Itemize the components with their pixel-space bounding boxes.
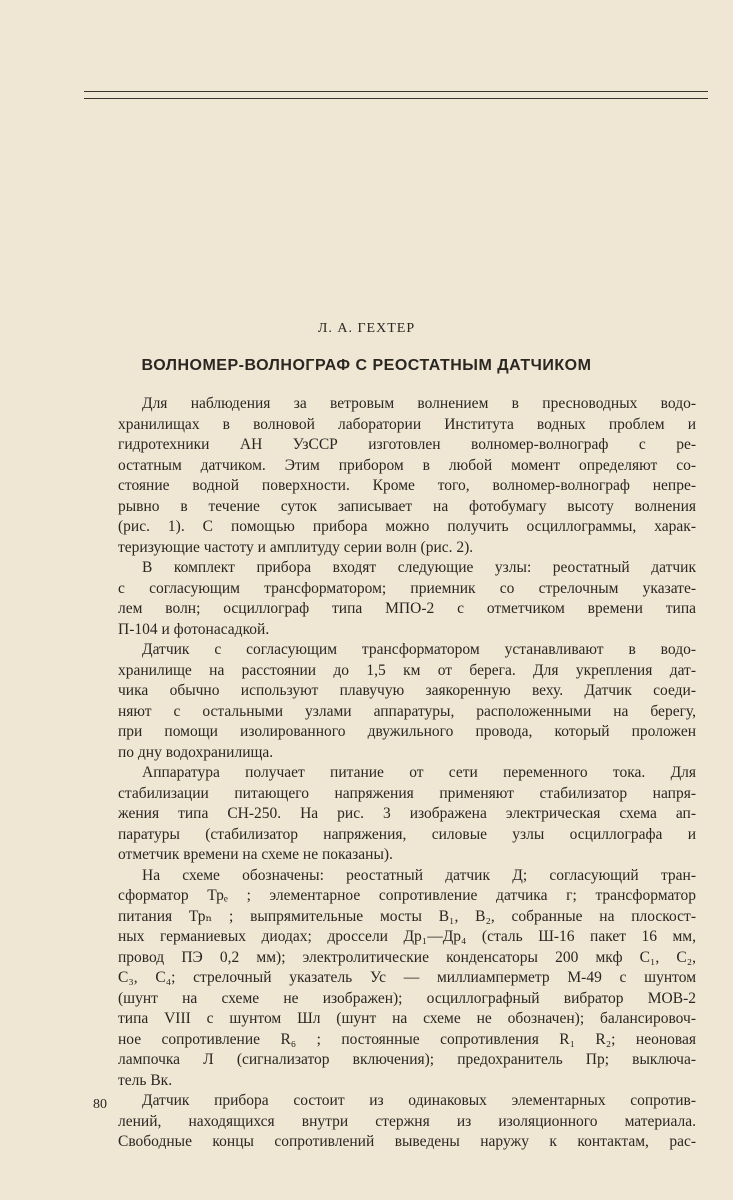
text-line: стабилизации питающего напряжения применяют стабилизатор напря-	[118, 784, 696, 802]
text-line: Датчик прибора состоит из одинаковых элементарных сопротив-	[142, 1092, 696, 1109]
text-line: (шунт на схеме не изображен); осциллографный вибратор МОВ-2	[118, 989, 696, 1007]
text-line: П-104 и фотонасадкой.	[118, 620, 270, 638]
text-line: стояние водной поверхности. Кроме того, волномер-волнограф непре-	[118, 477, 696, 494]
paragraph	[118, 763, 696, 866]
text-line: тель Вк.	[118, 1071, 173, 1089]
text-line: ных германиевых диодах; дроссели Др₁—Др₄ (сталь Ш-16 пакет 16 мм,	[118, 928, 696, 945]
paragraph	[118, 866, 696, 1092]
text-line: питания Трₙ ; выпрямительные мосты В₁, В₂, собранные на плоскост-	[118, 907, 696, 925]
text-line: сформатор Трₑ ; элементарное сопротивление датчика г; трансформатор	[118, 887, 696, 904]
text-line: хранилищах в волновой лаборатории Института водных проблем и	[118, 415, 696, 433]
text-line: (рис. 1). С помощью прибора можно получить осциллограммы, харак-	[118, 518, 696, 535]
text-line: теризующие частоту и амплитуду серии волн (рис. 2).	[118, 538, 474, 556]
article-body	[118, 394, 696, 1153]
text-line: На схеме обозначены: реостатный датчик Д; согласующий тран-	[142, 866, 696, 884]
text-line: лений, находящихся внутри стержня из изоляционного материала.	[118, 1112, 696, 1130]
text-line: Аппаратура получает питание от сети переменного тока. Для	[142, 764, 696, 781]
text-line: лем волн; осциллограф типа МПО-2 с отметчиком времени типа	[118, 600, 696, 617]
paragraph	[118, 394, 696, 558]
text-line: Свободные концы сопротивлений выведены наружу к контактам, рас-	[118, 1133, 696, 1150]
text-line: ное сопротивление R₆ ; постоянные сопротивления R₁ R₂; неоновая	[118, 1030, 696, 1048]
text-line: остатным датчиком. Этим прибором в любой момент определяют со-	[118, 456, 696, 474]
text-line: по дну водохранилища.	[118, 743, 274, 761]
text-line: типа VIII с шунтом Шл (шунт на схеме не обозначен); балансировоч-	[118, 1010, 696, 1027]
author-name: Л. А. ГЕХТЕР	[317, 321, 416, 336]
text-line: паратуры (стабилизатор напряжения, силовые узлы осциллографа и	[118, 825, 696, 843]
top-rule-second	[84, 98, 708, 99]
text-line: провод ПЭ 0,2 мм); электролитические конденсаторы 200 мкф С₁, С₂,	[118, 948, 696, 966]
paragraph	[118, 1091, 696, 1153]
top-rule	[84, 91, 708, 92]
text-line: рывно в течение суток записывает на фотобумагу высоту волнения	[118, 497, 696, 515]
paragraph	[118, 558, 696, 640]
text-line: С₃, С₄; стрелочный указатель Ус — миллиамперметр М-49 с шунтом	[118, 969, 696, 986]
page-number: 80	[93, 1097, 107, 1112]
text-line: Для наблюдения за ветровым волнением в пресноводных водо-	[142, 395, 696, 412]
paragraph	[118, 640, 696, 763]
text-line: гидротехники АН УзССР изготовлен волномер-волнограф с ре-	[118, 436, 696, 453]
article-title: ВОЛНОМЕР-ВОЛНОГРАФ С РЕОСТАТНЫМ ДАТЧИКОМ	[141, 357, 592, 374]
text-line: с согласующим трансформатором; приемник со стрелочным указате-	[118, 579, 696, 597]
text-line: Датчик с согласующим трансформатором устанавливают в водо-	[142, 641, 696, 658]
text-line: при помощи изолированного двужильного провода, который проложен	[118, 723, 696, 740]
text-line: чика обычно используют плавучую заякоренную веху. Датчик соеди-	[118, 682, 696, 699]
text-line: лампочка Л (сигнализатор включения); предохранитель Пр; выключа-	[118, 1051, 696, 1068]
text-line: няют с остальными узлами аппаратуры, расположенными на берегу,	[118, 702, 696, 720]
text-line: В комплект прибора входят следующие узлы: реостатный датчик	[142, 559, 696, 576]
text-line: хранилище на расстоянии до 1,5 км от берега. Для укрепления дат-	[118, 661, 696, 679]
text-line: отметчик времени на схеме не показаны).	[118, 846, 393, 863]
text-line: жения типа СН-250. На рис. 3 изображена электрическая схема ап-	[118, 805, 696, 822]
